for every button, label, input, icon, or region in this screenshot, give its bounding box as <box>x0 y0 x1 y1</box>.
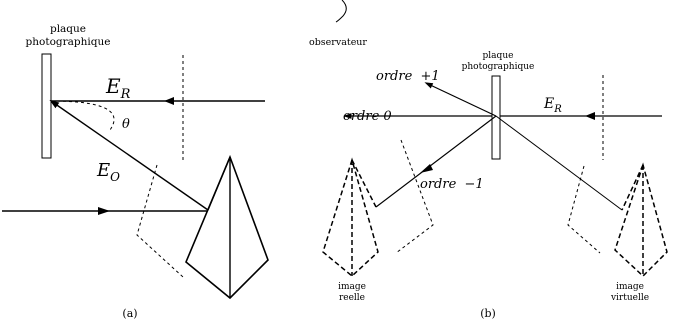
panel-a <box>2 23 268 320</box>
angle-arc-a <box>51 101 114 130</box>
virtual-image-wavefront <box>568 166 600 253</box>
reference-beam-arrowhead-b <box>585 112 595 120</box>
virtual-image-label-line1: image <box>616 282 644 292</box>
real-image-label-line2: reelle <box>338 293 366 303</box>
virtual-image-label-line2: virtuelle <box>610 293 650 303</box>
theta-label: θ <box>122 117 130 132</box>
er-letter-a: E <box>106 74 121 98</box>
order-plus1-label: ordre +1 <box>376 69 440 84</box>
illumination-beam-arrowhead-a <box>98 207 110 215</box>
eo-letter-a: E <box>97 160 111 181</box>
er-label-b <box>543 96 562 115</box>
order-minus1-label: ordre −1 <box>420 177 484 192</box>
plate-label-b-line2: photographique <box>461 62 535 72</box>
observer-eye-icon <box>336 0 346 22</box>
plate-label-a-line2: photographique <box>25 36 111 48</box>
object-wavefront-a <box>137 165 183 277</box>
order-plus1-beam <box>426 83 496 116</box>
real-image <box>323 160 378 276</box>
er-label-a <box>105 74 131 102</box>
eo-sub-a: O <box>110 170 120 184</box>
order-0-label: ordre 0 <box>343 109 392 124</box>
er-letter-b: E <box>544 96 555 112</box>
real-image-wavefront <box>396 140 433 253</box>
eo-label-a <box>96 160 120 184</box>
virtual-image <box>615 165 667 276</box>
object-a <box>186 157 268 298</box>
caption-a: (a) <box>122 307 138 320</box>
er-sub-a: R <box>120 87 131 102</box>
plate-label-b-line1: plaque <box>482 51 514 61</box>
photographic-plate-a <box>42 54 51 158</box>
reference-beam-arrowhead-a <box>164 97 174 105</box>
real-image-label-line1: image <box>338 282 366 292</box>
panel-b <box>309 0 667 320</box>
er-sub-b: R <box>554 104 562 115</box>
order-minus1-beam <box>376 116 496 207</box>
plate-label-a-line1: plaque <box>49 23 87 35</box>
caption-b: (b) <box>480 307 496 320</box>
observer-label: observateur <box>309 37 367 48</box>
